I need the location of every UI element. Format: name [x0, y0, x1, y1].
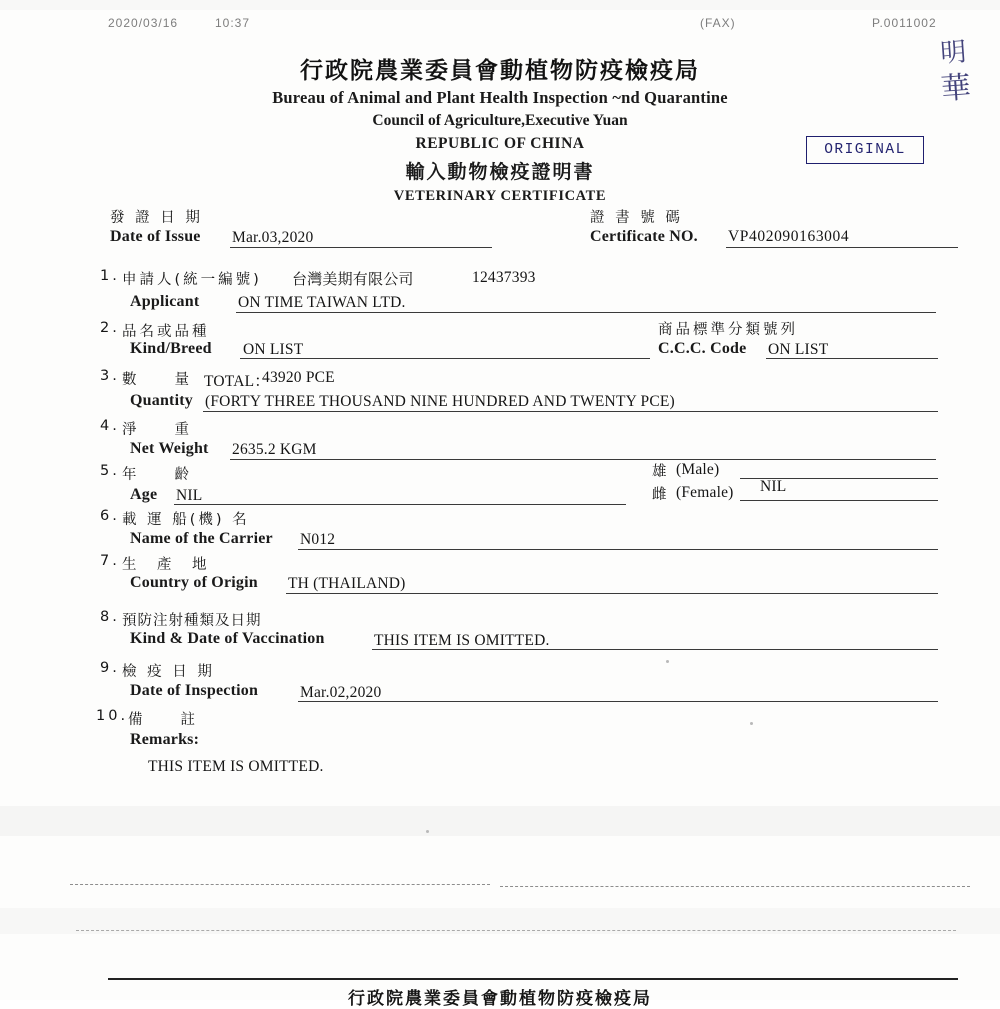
field-6-number: 6.	[100, 508, 120, 524]
field-4-rule	[230, 459, 936, 460]
footer-agency-name: 行政院農業委員會動植物防疫檢疫局	[348, 989, 652, 1009]
field-1-applicant-english: ON TIME TAIWAN LTD.	[238, 294, 406, 311]
field-8-label-cn: 預防注射種類及日期	[122, 613, 262, 629]
field-2-ccc-label-cn: 商品標準分類號列	[658, 322, 798, 338]
field-1-applicant-chinese: 台灣美期有限公司	[292, 270, 414, 288]
scan-artifact-rule	[500, 886, 970, 887]
scan-artifact-rule	[76, 930, 956, 931]
field-6-value: N012	[300, 531, 336, 548]
field-10-value: THIS ITEM IS OMITTED.	[148, 758, 324, 775]
handwritten-signature	[918, 38, 997, 173]
field-2-rule	[240, 358, 650, 359]
field-10-number: 10.	[96, 708, 129, 724]
field-2-label-en: Kind/Breed	[130, 340, 212, 357]
field-3-rule	[203, 411, 938, 412]
certificate-no-label-cn: 證 書 號 碼	[590, 210, 683, 226]
field-7-value: TH (THAILAND)	[288, 575, 406, 592]
field-9-rule	[298, 701, 938, 702]
field-7-label-en: Country of Origin	[130, 574, 258, 591]
field-9-number: 9.	[100, 660, 120, 676]
field-8-rule	[372, 649, 938, 650]
field-10-label-en: Remarks:	[130, 731, 200, 748]
field-4-label-en: Net Weight	[130, 440, 209, 457]
field-5-number: 5.	[100, 463, 120, 479]
field-3-label-en: Quantity	[130, 392, 193, 409]
field-7-number: 7.	[100, 553, 120, 569]
field-3-label-cn: 數 量	[122, 372, 192, 388]
field-5-female-rule	[740, 500, 938, 501]
field-2-ccc-label-en: C.C.C. Code	[658, 340, 747, 357]
field-6-rule	[298, 549, 938, 550]
field-1-label-cn: 申請人(統一編號)	[122, 272, 262, 288]
scan-speck	[426, 830, 429, 833]
field-3-total-label: TOTAL：	[204, 373, 270, 390]
field-5-label-cn: 年 齡	[122, 467, 192, 483]
certificate-no-rule	[726, 247, 958, 248]
field-5-male-label-cn: 雄	[652, 464, 667, 480]
signature-mark-1: 明	[939, 37, 968, 69]
field-1-rule	[236, 312, 936, 313]
field-8-value: THIS ITEM IS OMITTED.	[374, 632, 550, 649]
field-4-number: 4.	[100, 418, 120, 434]
field-5-value: NIL	[176, 487, 203, 504]
field-8-number: 8.	[100, 609, 120, 625]
field-9-label-cn: 檢 疫 日 期	[122, 664, 215, 680]
field-2-value: ON LIST	[243, 341, 304, 358]
country-line: REPUBLIC OF CHINA	[415, 135, 585, 152]
issue-date-value: Mar.03,2020	[232, 229, 314, 246]
scan-speck	[750, 722, 753, 725]
document-header	[0, 52, 1000, 205]
issue-date-rule	[230, 247, 492, 248]
field-8-label-en: Kind & Date of Vaccination	[130, 630, 325, 647]
fax-page-code: P.0011002	[872, 16, 937, 30]
field-9-value: Mar.02,2020	[300, 684, 382, 701]
certificate-title-english: VETERINARY CERTIFICATE	[393, 188, 607, 204]
certificate-no-value: VP402090163004	[728, 228, 850, 245]
scan-speck	[666, 660, 669, 663]
field-5-female-label-cn: 雌	[652, 487, 667, 503]
field-5-female-value: NIL	[760, 478, 787, 495]
field-1-applicant-id: 12437393	[472, 269, 536, 286]
issue-date-label-cn: 發 證 日 期	[110, 210, 203, 226]
field-2-ccc-value: ON LIST	[768, 341, 829, 358]
certificate-title-chinese: 輸入動物檢疫證明書	[405, 161, 595, 183]
field-5-label-en: Age	[130, 486, 158, 503]
field-5-male-label-en: (Male)	[676, 461, 720, 478]
signature-mark-2: 華	[939, 70, 973, 108]
fax-date: 2020/03/16	[108, 16, 179, 30]
agency-title-english-line1: Bureau of Animal and Plant Health Inspection ~nd Quarantine	[272, 88, 728, 107]
agency-title-english-line2: Council of Agriculture,Executive Yuan	[372, 112, 628, 129]
field-2-number: 2.	[100, 320, 120, 336]
field-4-value: 2635.2 KGM	[232, 441, 317, 458]
scan-artifact-band	[0, 806, 1000, 836]
field-7-rule	[286, 593, 938, 594]
field-5-female-label-en: (Female)	[676, 484, 734, 501]
field-7-label-cn: 生 產 地	[122, 557, 210, 573]
field-1-label-en: Applicant	[130, 293, 200, 310]
fax-time: 10:37	[215, 16, 251, 30]
field-3-number: 3.	[100, 368, 120, 384]
field-6-label-cn: 載 運 船(機) 名	[122, 512, 250, 528]
field-10-label-cn: 備 註	[128, 712, 198, 728]
field-3-value: (FORTY THREE THOUSAND NINE HUNDRED AND TWENTY PCE)	[205, 393, 675, 410]
field-2-label-cn: 品名或品種	[122, 324, 210, 340]
agency-title-chinese: 行政院農業委員會動植物防疫檢疫局	[300, 58, 700, 84]
scan-artifact-rule	[70, 884, 490, 885]
scan-artifact-band	[0, 0, 1000, 10]
field-3-total-value: 43920 PCE	[262, 369, 335, 386]
field-6-label-en: Name of the Carrier	[130, 530, 273, 547]
field-5-rule	[174, 504, 626, 505]
fax-transmission-header	[0, 16, 1000, 34]
issue-date-label-en: Date of Issue	[110, 228, 201, 245]
fax-label: (FAX)	[700, 16, 736, 30]
field-2-ccc-rule	[766, 358, 938, 359]
footer-divider	[108, 978, 958, 980]
original-stamp: ORIGINAL	[806, 136, 924, 164]
field-9-label-en: Date of Inspection	[130, 682, 259, 699]
field-1-number: 1.	[100, 268, 120, 284]
certificate-no-label-en: Certificate NO.	[590, 228, 698, 245]
field-4-label-cn: 淨 重	[122, 422, 192, 438]
